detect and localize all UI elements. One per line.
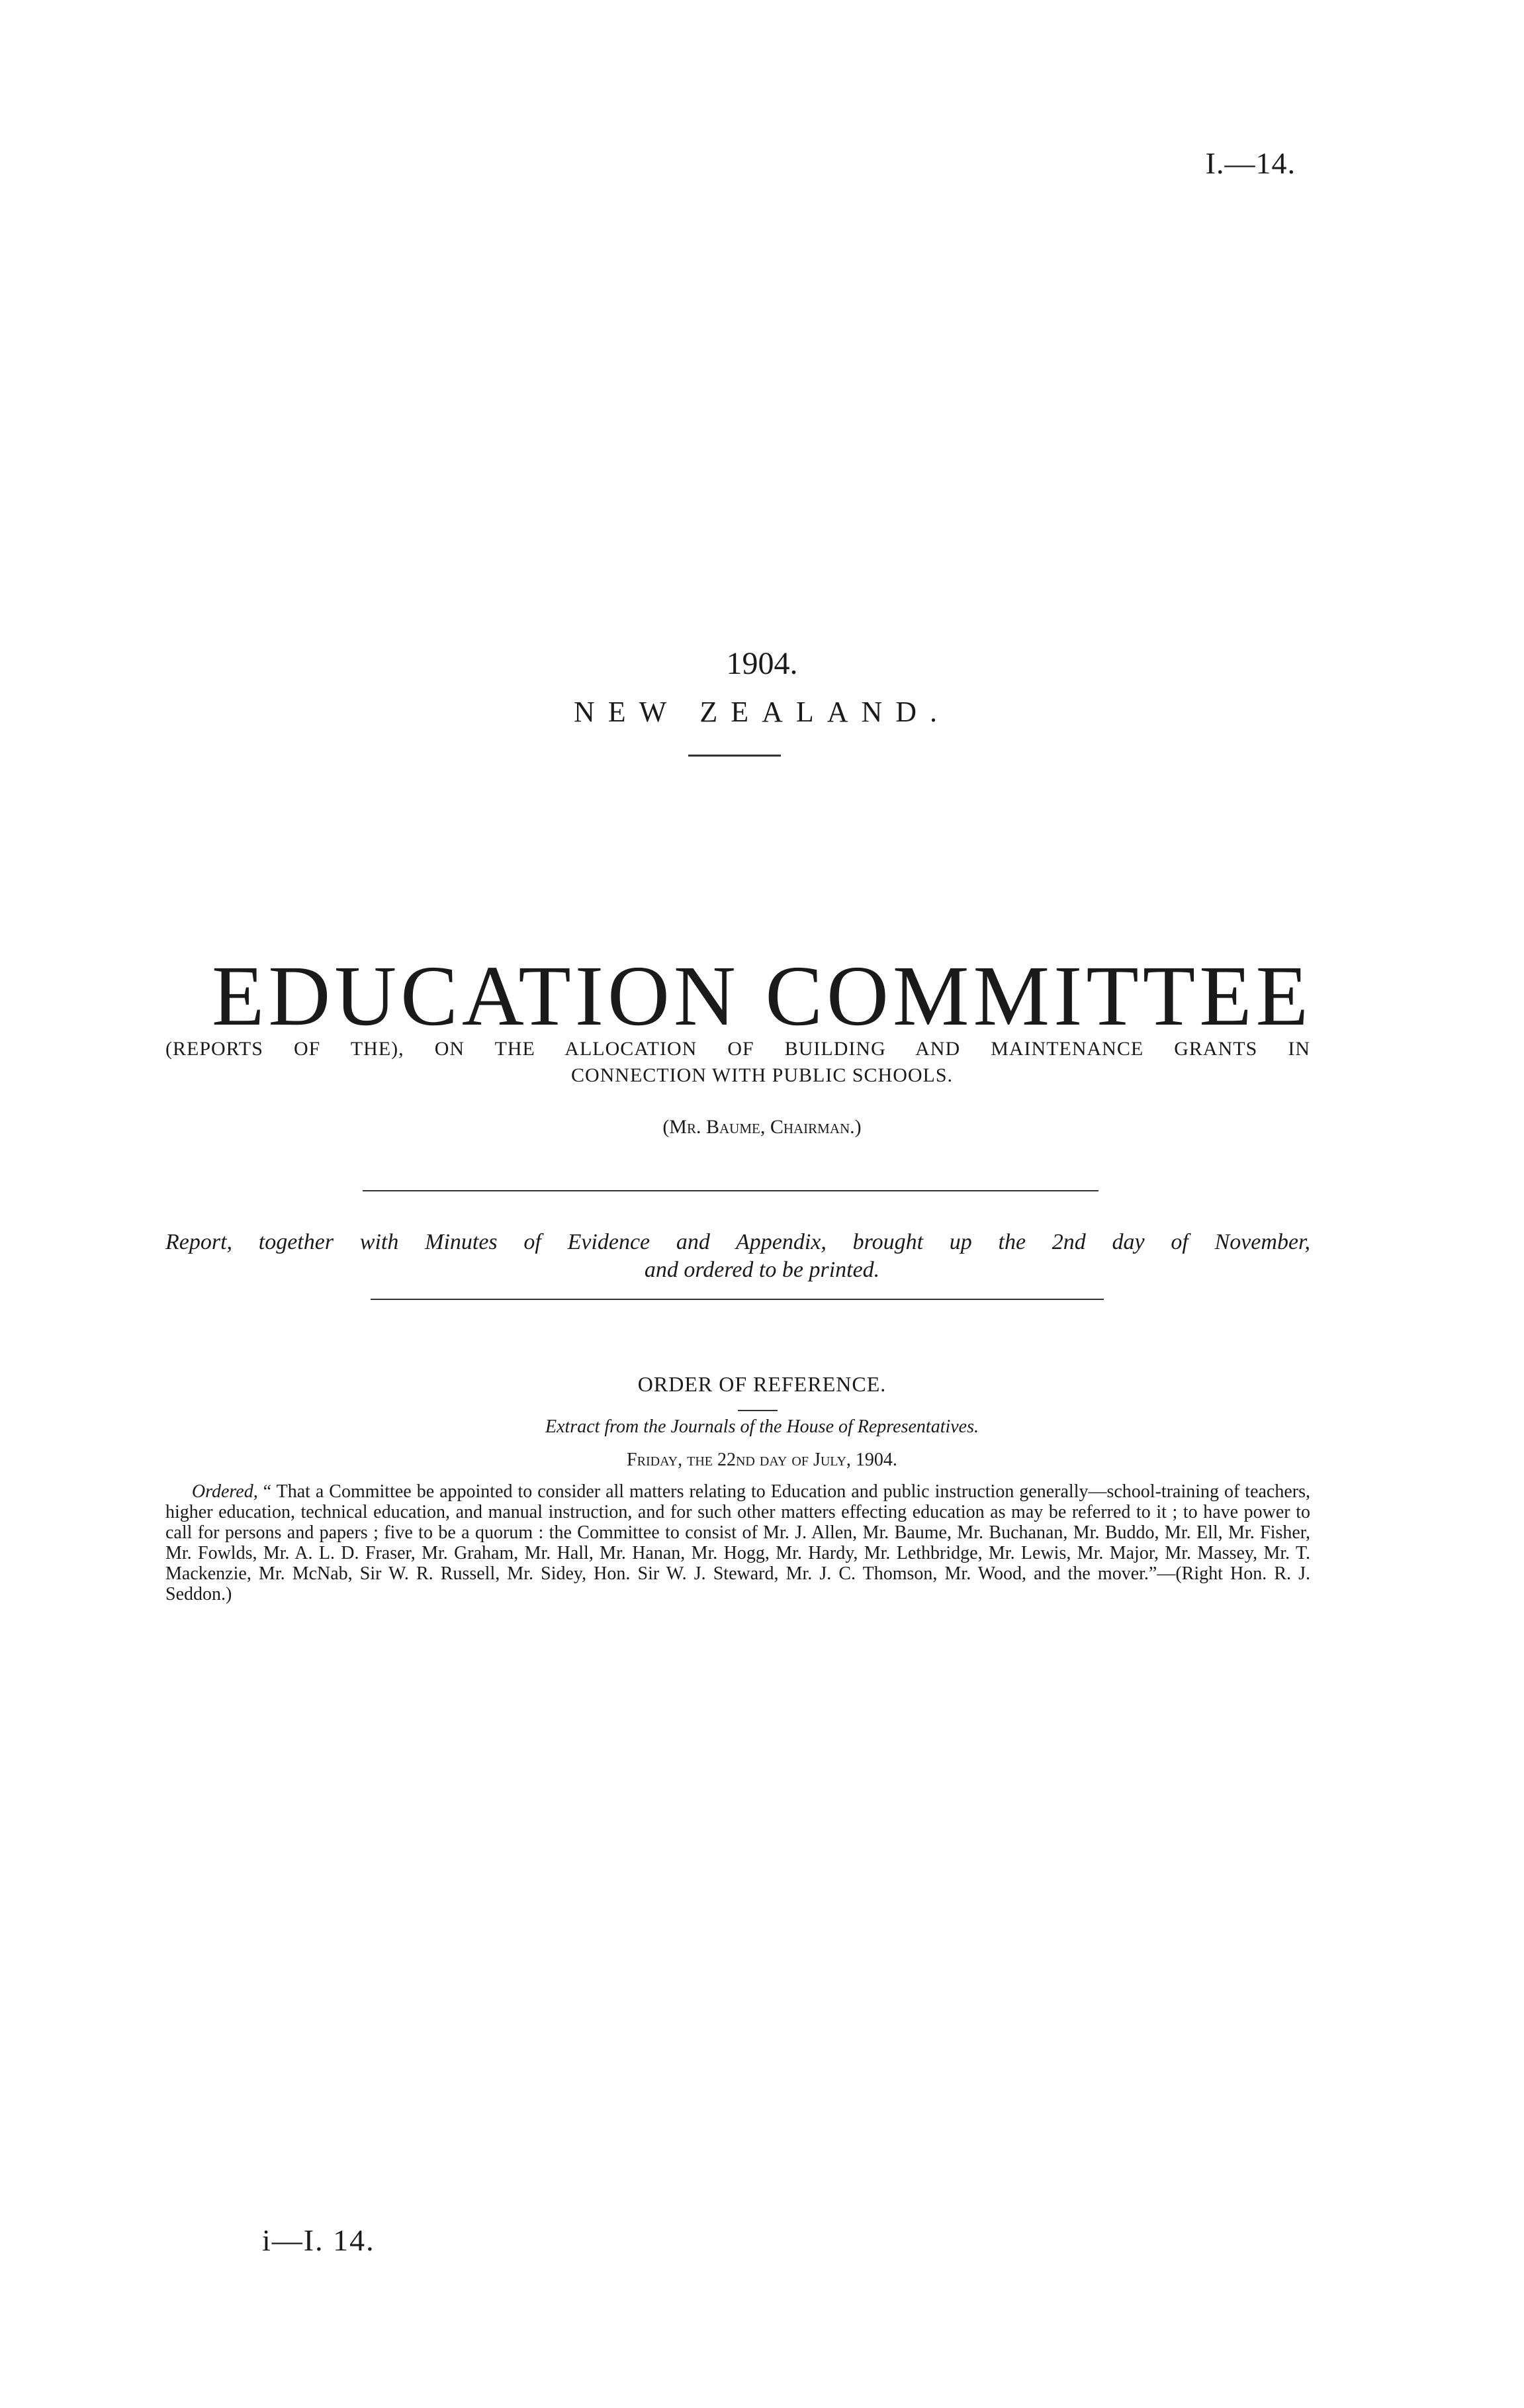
order-body-text: “ That a Committee be appointed to consider all matters relating to Education and public instruction generally—school-training of teachers, higher education, technical education, and manual instruction, and for such other matters effecting education as may be referred to it ; to have power to call for persons and papers ; five to be a quorum : the Committee to consist of Mr. J. Allen, Mr. Baume, Mr. Buchanan, Mr. Buddo, Mr. Ell, Mr. Fisher, Mr. Fowlds, Mr. A. L. D. Fraser, Mr. Graham, Mr. Hall, Mr. Hanan, Mr. Hogg, Mr. Hardy, Mr. Lethbridge, Mr. Lewis, Mr. Major, Mr. Massey, Mr. T. Mackenzie, Mr. McNab, Sir W. R. Russell, Mr. Sidey, Hon. Sir W. J. Steward, Mr. J. C. Thomson, Mr. Wood, and the mover.”—(Right Hon. R. J. Seddon.)	[165, 1481, 1310, 1604]
ordered-label: Ordered,	[191, 1481, 258, 1502]
subtitle-line-1: (REPORTS OF THE), ON THE ALLOCATION OF BUILDING AND MAINTENANCE GRANTS IN	[165, 1038, 1310, 1060]
report-line-2: and ordered to be printed.	[644, 1258, 880, 1282]
chairman-line: (Mr. Baume, Chairman.)	[662, 1116, 862, 1138]
order-date: Friday, the 22nd day of July, 1904.	[627, 1450, 897, 1470]
order-of-reference-heading: ORDER OF REFERENCE.	[637, 1372, 887, 1396]
document-year: 1904.	[726, 646, 798, 681]
divider-rule	[363, 1190, 1098, 1191]
main-title: EDUCATION COMMITTEE	[211, 949, 1313, 1044]
report-line-1: Report, together with Minutes of Evidence and Appendix, brought up the 2nd day of November,	[165, 1230, 1310, 1254]
page-reference-top: I.—14.	[1205, 146, 1296, 180]
country-heading: NEW ZEALAND.	[573, 696, 951, 728]
extract-line: Extract from the Journals of the House of Representatives.	[545, 1416, 979, 1437]
subtitle-line-2: CONNECTION WITH PUBLIC SCHOOLS.	[570, 1064, 954, 1086]
page-reference-bottom: i—I. 14.	[262, 2223, 375, 2257]
divider-rule	[738, 1410, 778, 1411]
divider-rule	[688, 755, 781, 757]
divider-rule	[371, 1299, 1104, 1300]
order-body	[165, 1481, 1310, 1604]
